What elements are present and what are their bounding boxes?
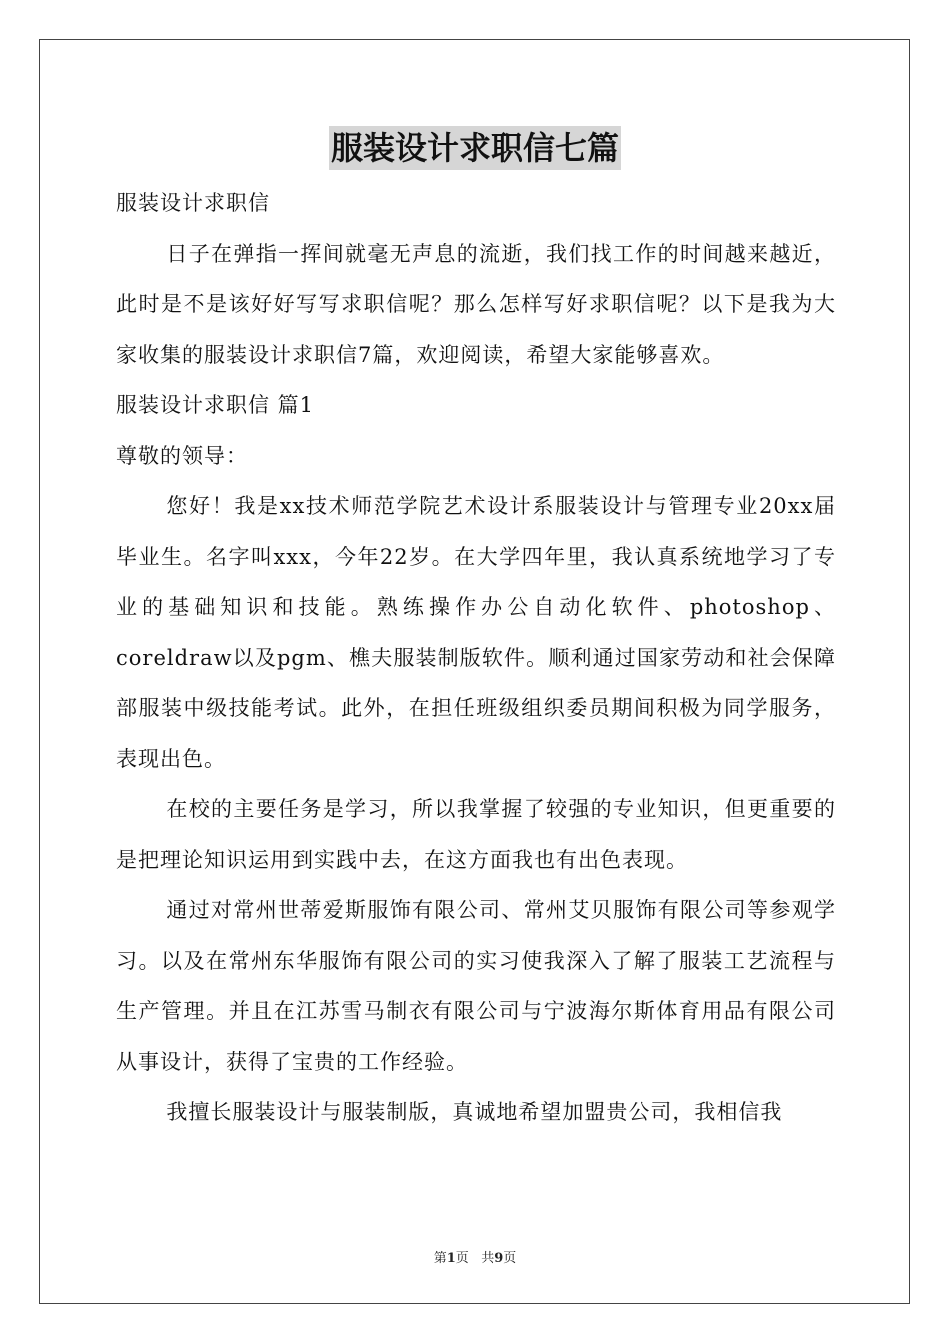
- footer-page-unit: 页: [455, 1251, 469, 1266]
- body-paragraph: 我擅长服装设计与服装制版，真诚地希望加盟贵公司，我相信我: [166, 1100, 783, 1124]
- footer-page-number: 1: [446, 1251, 456, 1266]
- salutation: 尊敬的领导：: [116, 443, 248, 468]
- body-paragraph: 通过对常州世蒂爱斯服饰有限公司、常州艾贝服饰有限公司等参观学习。以及在常州东华服饰有限公司的实习使我深入了解了服装工艺流程与生产管理。并且在江苏雪马制衣有限公司与宁波海尔斯体育用品有限公司从事设计，获得了宝贵的工作经验。: [116, 898, 836, 1074]
- document-title: 服装设计求职信七篇: [329, 126, 621, 170]
- section-heading: 服装设计求职信: [116, 191, 270, 215]
- footer-prefix: 第: [433, 1251, 447, 1266]
- intro-paragraph: 日子在弹指一挥间就毫无声息的流逝，我们找工作的时间越来越近，此时是不是该好好写写求职信呢？那么怎样写好求职信呢？以下是我为大家收集的服装设计求职信7篇，欢迎阅读，希望大家能够喜欢。: [116, 241, 836, 367]
- body-paragraph: 在校的主要任务是学习，所以我掌握了较强的专业知识，但更重要的是把理论知识运用到实践中去，在这方面我也有出色表现。: [116, 797, 836, 872]
- body-paragraph: 您好！我是xx技术师范学院艺术设计系服装设计与管理专业20xx届毕业生。名字叫xxx，今年22岁。在大学四年里，我认真系统地学习了专业的基础知识和技能。熟练操作办公自动化软件、photoshop、coreldraw以及pgm、樵夫服装制版软件。顺利通过国家劳动和社会保障部服装中级技能考试。此外，在担任班级组织委员期间积极为同学服务，表现出色。: [116, 494, 836, 771]
- title-area: [0, 126, 950, 170]
- letter-heading: 服装设计求职信 篇1: [116, 393, 315, 417]
- page-footer: [0, 1247, 950, 1266]
- document-body: [116, 178, 836, 1138]
- footer-total-pages: 9: [494, 1251, 504, 1266]
- footer-total-prefix: 共: [481, 1251, 495, 1266]
- footer-total-unit: 页: [503, 1251, 517, 1266]
